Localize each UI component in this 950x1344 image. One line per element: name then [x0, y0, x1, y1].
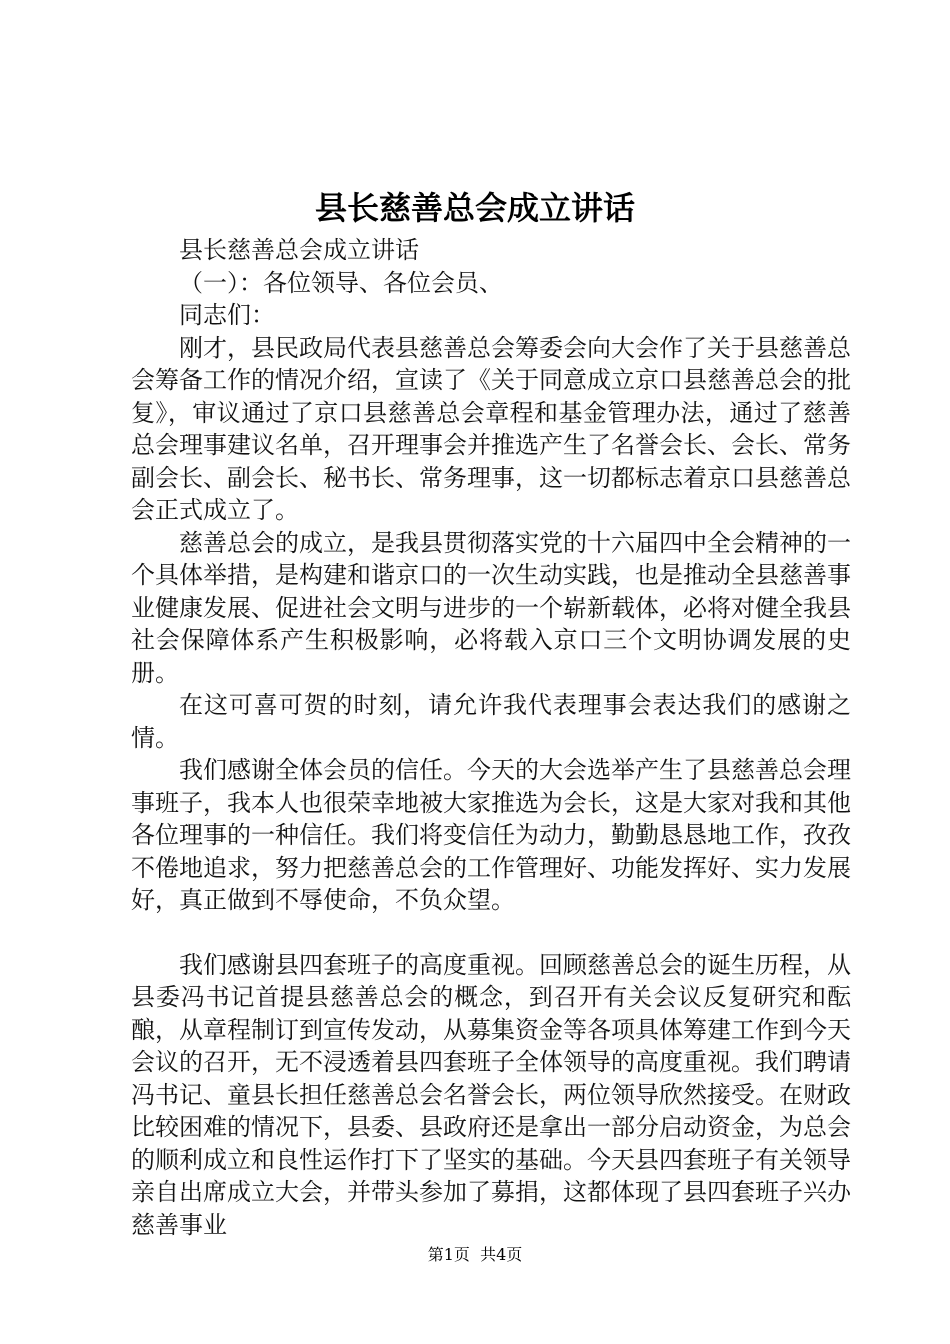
paragraph-4: 我们感谢全体会员的信任。今天的大会选举产生了县慈善总会理事班子，我本人也很荣幸地被大家推选为会长，这是大家对我和其他各位理事的一种信任。我们将变信任为动力，勤勤恳恳地工作，孜孜不倦地追求，努力把慈善总会的工作管理好、功能发挥好、实力发展好，真正做到不辱使命，不负众望。 — [131, 756, 851, 914]
paragraph-3: 在这可喜可贺的时刻，请允许我代表理事会表达我们的感谢之情。 — [131, 691, 851, 752]
page-number: 第1页 共4页 — [427, 1245, 523, 1264]
document-title: 县长慈善总会成立讲话 — [314, 189, 635, 227]
paragraph-5: 我们感谢县四套班子的高度重视。回顾慈善总会的诞生历程，从县委冯书记首提县慈善总会的概念，到召开有关会议反复研究和酝酿，从章程制订到宣传发动，从募集资金等各项具体筹建工作到今天会议的召开，无不浸透着县四套班子全体领导的高度重视。我们聘请冯书记、童县长担任慈善总会名誉会长，两位领导欣然接受。在财政比较困难的情况下，县委、县政府还是拿出一部分启动资金，为总会的顺利成立和良性运作打下了坚实的基础。今天县四套班子有关领导亲自出席成立大会，并带头参加了募捐，这都体现了县四套班子兴办慈善事业 — [131, 950, 851, 1239]
page-footer — [0, 1244, 950, 1266]
document-body — [131, 234, 851, 1241]
paragraph-2: 慈善总会的成立，是我县贯彻落实党的十六届四中全会精神的一个具体举措，是构建和谐京口的一次生动实践，也是推动全县慈善事业健康发展、促进社会文明与进步的一个崭新载体，必将对健全我县社会保障体系产生积极影响，必将载入京口三个文明协调发展的史册。 — [131, 528, 851, 687]
paragraph-1: 刚才，县民政局代表县慈善总会筹委会向大会作了关于县慈善总会筹备工作的情况介绍，宣读了《关于同意成立京口县慈善总会的批复》，审议通过了京口县慈善总会章程和基金管理办法，通过了慈善总会理事建议名单，召开理事会并推选产生了名誉会长、会长、常务副会长、副会长、秘书长、常务理事，这一切都标志着京口县慈善总会正式成立了。 — [131, 333, 851, 524]
paragraph-heading: 县长慈善总会成立讲话 — [179, 236, 419, 264]
paragraph-salutation: 同志们： — [179, 301, 275, 329]
paragraph-subheading: （一）：各位领导、各位会员、 — [179, 268, 503, 297]
